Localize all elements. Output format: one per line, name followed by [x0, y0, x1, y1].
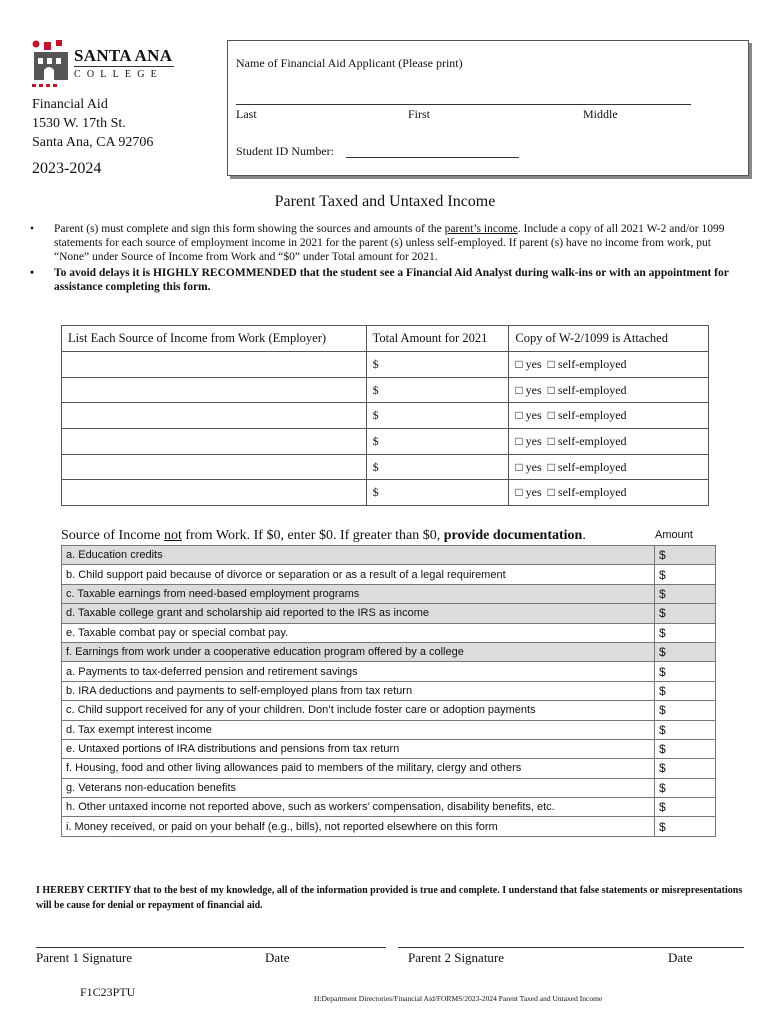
table-row: [62, 403, 709, 429]
parent2-signature-label: Parent 2 Signature: [408, 950, 505, 965]
income-source-label: i. Money received, or paid on your behalf (e.g., bills), not reported elsewhere on this form: [62, 817, 655, 836]
income-source-label: a. Payments to tax-deferred pension and retirement savings: [62, 662, 655, 681]
yes-checkbox[interactable]: □ yes: [515, 459, 542, 474]
table-row: [62, 642, 716, 661]
applicant-name-field[interactable]: [236, 104, 691, 105]
amount-field[interactable]: $: [655, 623, 716, 642]
instructions: [28, 222, 748, 296]
amount-field[interactable]: $: [366, 352, 509, 378]
income-source-label: f. Earnings from work under a cooperative education program offered by a college: [62, 642, 655, 661]
amount-field[interactable]: $: [655, 604, 716, 623]
table-row: [62, 377, 709, 403]
table-row: [62, 662, 716, 681]
table-row: [62, 565, 716, 584]
amount-field[interactable]: $: [655, 701, 716, 720]
parent2-date-label: Date: [668, 950, 693, 965]
income-source-label: c. Child support received for any of your children. Don’t include foster care or adoption payments: [62, 701, 655, 720]
table-row: [62, 720, 716, 739]
instruction-item: [28, 222, 748, 264]
self-employed-checkbox[interactable]: □ self-employed: [547, 485, 627, 500]
office-address: [32, 95, 153, 152]
attachment-checkboxes: [509, 480, 709, 506]
amount-field[interactable]: $: [366, 429, 509, 455]
income-source-label: e. Untaxed portions of IRA distributions and pensions from tax return: [62, 739, 655, 758]
employer-field[interactable]: [62, 377, 367, 403]
amount-field[interactable]: $: [655, 584, 716, 603]
amount-field[interactable]: $: [655, 681, 716, 700]
yes-checkbox[interactable]: □ yes: [515, 433, 542, 448]
table-row: [62, 429, 709, 455]
last-name-label: Last: [236, 107, 257, 121]
logo-name: SANTA ANA: [74, 46, 173, 65]
yes-checkbox[interactable]: □ yes: [515, 485, 542, 500]
address-line-1: Financial Aid: [32, 97, 108, 112]
applicant-name-label: Name of Financial Aid Applicant (Please print): [236, 56, 463, 70]
instruction-text: To avoid delays it is HIGHLY RECOMMENDED that the student see a Financial Aid Analyst during walk-ins or with an appointment for assistance completing this form.: [54, 267, 729, 293]
table-row: [62, 546, 716, 565]
income-source-label: f. Housing, food and other living allowances paid to members of the military, clergy and others: [62, 759, 655, 778]
amount-field[interactable]: $: [655, 798, 716, 817]
col-header-total: Total Amount for 2021: [366, 326, 509, 352]
footer-file-path: H:Department Directories/Financial Aid/FORMS/2023-2024 Parent Taxed and Untaxed Income: [314, 994, 603, 1003]
college-building-icon: [30, 40, 72, 90]
amount-field[interactable]: $: [655, 778, 716, 797]
amount-field[interactable]: $: [655, 642, 716, 661]
income-source-label: a. Education credits: [62, 546, 655, 565]
table-header-row: [62, 326, 709, 352]
col-header-source: List Each Source of Income from Work (Employer): [62, 326, 367, 352]
income-source-label: d. Tax exempt interest income: [62, 720, 655, 739]
applicant-info-box: [227, 40, 749, 176]
income-source-label: c. Taxable earnings from need-based employment programs: [62, 584, 655, 603]
student-id-label: Student ID Number:: [236, 144, 334, 158]
self-employed-checkbox[interactable]: □ self-employed: [547, 356, 627, 371]
parent1-signature-label: Parent 1 Signature: [36, 950, 133, 965]
parent2-signature-field[interactable]: [398, 947, 744, 948]
col-header-attached: Copy of W-2/1099 is Attached: [509, 326, 709, 352]
attachment-checkboxes: [509, 377, 709, 403]
logo-college: COLLEGE: [74, 69, 163, 80]
bullet-icon: •: [30, 223, 35, 235]
parent1-signature-field[interactable]: [36, 947, 386, 948]
certification-statement: I HEREBY CERTIFY that to the best of my knowledge, all of the information provided is true and complete. I understand that false statements or misrepresentations will be cause for denial or repayment of financial aid.: [36, 885, 743, 911]
nonwork-section-title: Source of Income not from Work. If $0, enter $0. If greater than $0, provide documentation.: [61, 528, 586, 543]
amount-field[interactable]: $: [655, 546, 716, 565]
instruction-item: [28, 266, 748, 294]
table-row: [62, 778, 716, 797]
table-row: [62, 701, 716, 720]
income-source-label: d. Taxable college grant and scholarship aid reported to the IRS as income: [62, 604, 655, 623]
instruction-text: Parent (s) must complete and sign this form showing the sources and amounts of the: [54, 223, 445, 235]
table-row: [62, 798, 716, 817]
amount-field[interactable]: $: [655, 817, 716, 836]
first-name-label: First: [408, 107, 431, 121]
employer-field[interactable]: [62, 352, 367, 378]
yes-checkbox[interactable]: □ yes: [515, 356, 542, 371]
income-source-label: b. IRA deductions and payments to self-employed plans from tax return: [62, 681, 655, 700]
self-employed-checkbox[interactable]: □ self-employed: [547, 382, 627, 397]
logo-rule: [74, 66, 174, 67]
amount-field[interactable]: $: [655, 565, 716, 584]
attachment-checkboxes: [509, 352, 709, 378]
table-row: [62, 739, 716, 758]
instruction-text-end: . Include a copy of all 2021 W-2 and/or 1099 statements for each source of employment income in 2021 for the parent (s) unless self-employed. If parent (s) have no income from work, put “None” under Source of Income from Work and “$0” under Total amount for 2021.: [54, 223, 725, 263]
work-income-table: [61, 325, 709, 506]
address-line-2: 1530 W. 17th St.: [32, 116, 126, 131]
table-row: [62, 584, 716, 603]
award-year: 2023-2024: [32, 160, 102, 177]
table-row: [62, 817, 716, 836]
form-title: Parent Taxed and Untaxed Income: [274, 193, 496, 210]
table-row: [62, 604, 716, 623]
amount-field[interactable]: $: [366, 377, 509, 403]
self-employed-checkbox[interactable]: □ self-employed: [547, 408, 627, 423]
employer-field[interactable]: [62, 454, 367, 480]
student-id-field[interactable]: [346, 157, 519, 158]
amount-field[interactable]: $: [655, 662, 716, 681]
employer-field[interactable]: [62, 403, 367, 429]
amount-field[interactable]: $: [366, 403, 509, 429]
instruction-underlined: parent’s income: [444, 223, 518, 235]
middle-name-label: Middle: [583, 107, 618, 121]
amount-field[interactable]: $: [655, 759, 716, 778]
income-source-label: g. Veterans non-education benefits: [62, 778, 655, 797]
college-logo: [30, 40, 180, 90]
yes-checkbox[interactable]: □ yes: [515, 382, 542, 397]
amount-field[interactable]: $: [655, 739, 716, 758]
amount-field[interactable]: $: [366, 454, 509, 480]
income-source-label: h. Other untaxed income not reported above, such as workers’ compensation, disability benefits, etc.: [62, 798, 655, 817]
self-employed-checkbox[interactable]: □ self-employed: [547, 433, 627, 448]
income-source-label: b. Child support paid because of divorce or separation or as a result of a legal requirement: [62, 565, 655, 584]
address-line-3: Santa Ana, CA 92706: [32, 135, 154, 150]
employer-field[interactable]: [62, 429, 367, 455]
employer-field[interactable]: [62, 480, 367, 506]
nonwork-income-table: [61, 545, 716, 837]
table-row: [62, 759, 716, 778]
attachment-checkboxes: [509, 454, 709, 480]
amount-field[interactable]: $: [366, 480, 509, 506]
amount-field[interactable]: $: [655, 720, 716, 739]
table-row: [62, 480, 709, 506]
amount-column-header: Amount: [655, 529, 693, 541]
parent1-date-label: Date: [265, 950, 290, 965]
table-row: [62, 681, 716, 700]
attachment-checkboxes: [509, 429, 709, 455]
table-row: [62, 623, 716, 642]
bullet-icon: •: [30, 267, 35, 279]
attachment-checkboxes: [509, 403, 709, 429]
table-row: [62, 352, 709, 378]
self-employed-checkbox[interactable]: □ self-employed: [547, 459, 627, 474]
table-row: [62, 454, 709, 480]
form-code: F1C23PTU: [80, 985, 136, 999]
income-source-label: e. Taxable combat pay or special combat pay.: [62, 623, 655, 642]
yes-checkbox[interactable]: □ yes: [515, 408, 542, 423]
